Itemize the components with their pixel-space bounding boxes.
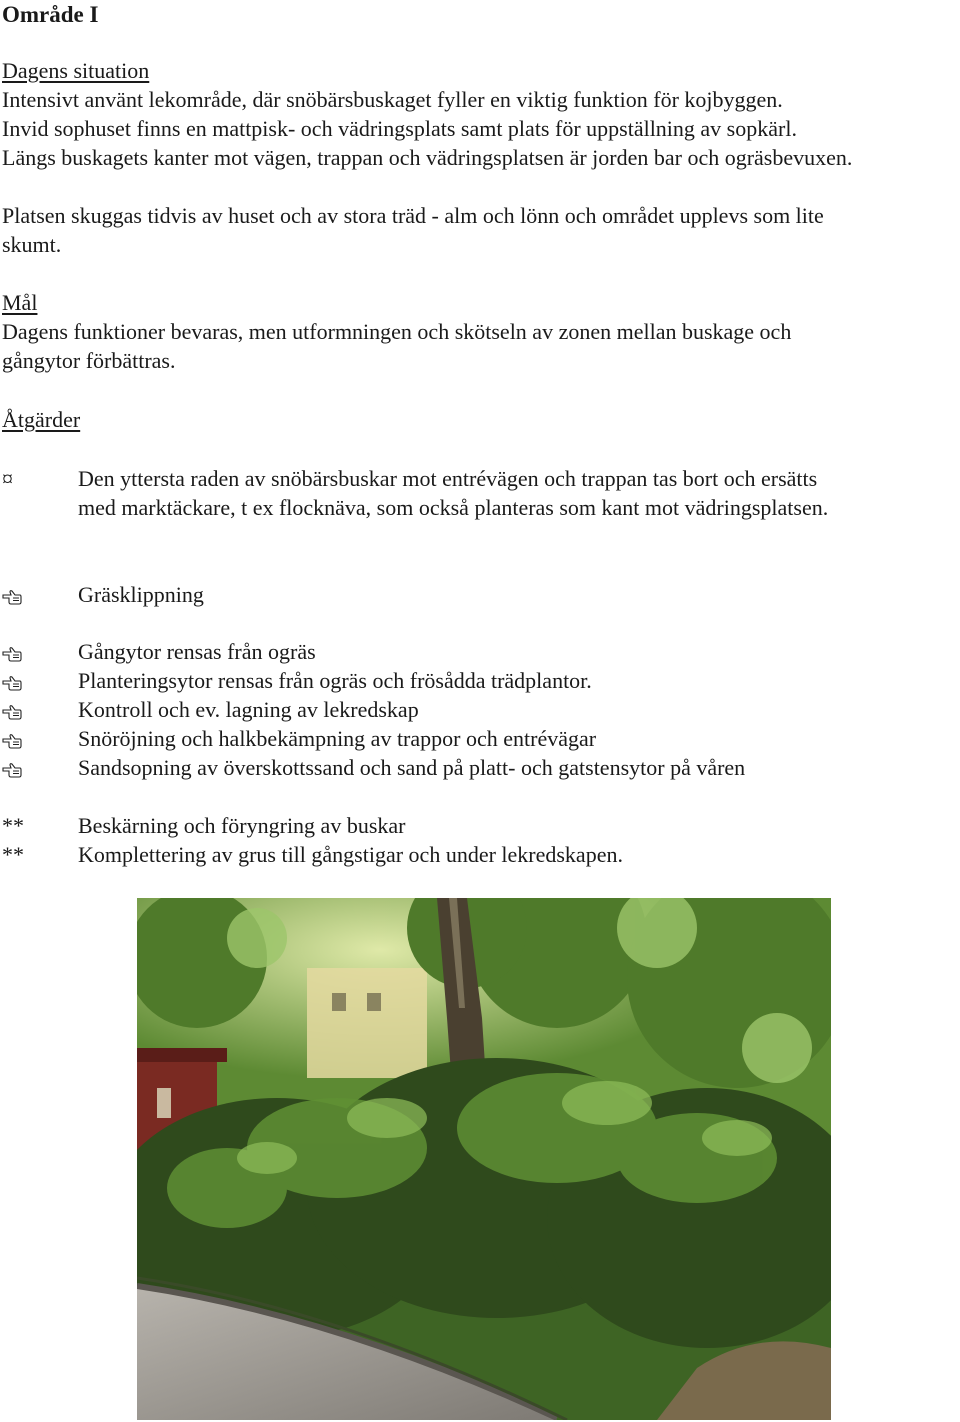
- situation-heading: Dagens situation: [2, 58, 150, 83]
- situation-line: Intensivt använt lekområde, där snöbärsbuskaget fyller en viktig funktion för kojbyggen.: [2, 87, 783, 112]
- recurring-action: Planteringsytor rensas från ogräs och frösådda trädplantor.: [78, 668, 592, 693]
- once-symbol: ¤: [2, 466, 13, 491]
- situation-line: Platsen skuggas tidvis av huset och av stora träd - alm och lönn och området upplevs som lite: [2, 203, 824, 228]
- goal-line: Dagens funktioner bevaras, men utformningen och skötseln av zonen mellan buskage och: [2, 319, 792, 344]
- goal-line: gångytor förbättras.: [2, 348, 176, 373]
- situation-line: Invid sophuset finns en mattpisk- och vädringsplats samt plats för uppställning av sopkärl.: [2, 116, 797, 141]
- actions-heading: Åtgärder: [2, 407, 81, 432]
- situation-line: skumt.: [2, 232, 62, 257]
- periodic-symbol: **: [2, 842, 24, 867]
- shrubbery-photo: [137, 898, 831, 1420]
- periodic-action: Komplettering av grus till gångstigar och under lekredskapen.: [78, 842, 623, 867]
- goal-heading: Mål: [2, 290, 38, 315]
- hand-pointing-icon: [2, 724, 22, 753]
- hand-pointing-icon: [2, 695, 22, 724]
- once-action-line: Den yttersta raden av snöbärsbuskar mot entrévägen och trappan tas bort och ersätts: [78, 466, 818, 491]
- recurring-action: Kontroll och ev. lagning av lekredskap: [78, 697, 419, 722]
- recurring-action: Sandsopning av överskottssand och sand på platt- och gatstensytor på våren: [78, 755, 746, 780]
- shrubbery-photo-drawing: [137, 898, 831, 1420]
- recurring-action: Gångytor rensas från ogräs: [78, 639, 316, 664]
- page-title: Område I: [2, 2, 99, 27]
- periodic-action: Beskärning och föryngring av buskar: [78, 813, 406, 838]
- hand-pointing-icon: [2, 666, 22, 695]
- hand-pointing-icon: [2, 580, 22, 609]
- hand-pointing-icon: [2, 753, 22, 782]
- recurring-action: Gräsklippning: [78, 582, 204, 607]
- situation-line: Längs buskagets kanter mot vägen, trappan och vädringsplatsen är jorden bar och ogräsbevuxen.: [2, 145, 853, 170]
- hand-pointing-icon: [2, 637, 22, 666]
- recurring-action: Snöröjning och halkbekämpning av trappor och entrévägar: [78, 726, 597, 751]
- once-action-line: med marktäckare, t ex flocknäva, som också planteras som kant mot vädringsplatsen.: [78, 495, 829, 520]
- periodic-symbol: **: [2, 813, 24, 838]
